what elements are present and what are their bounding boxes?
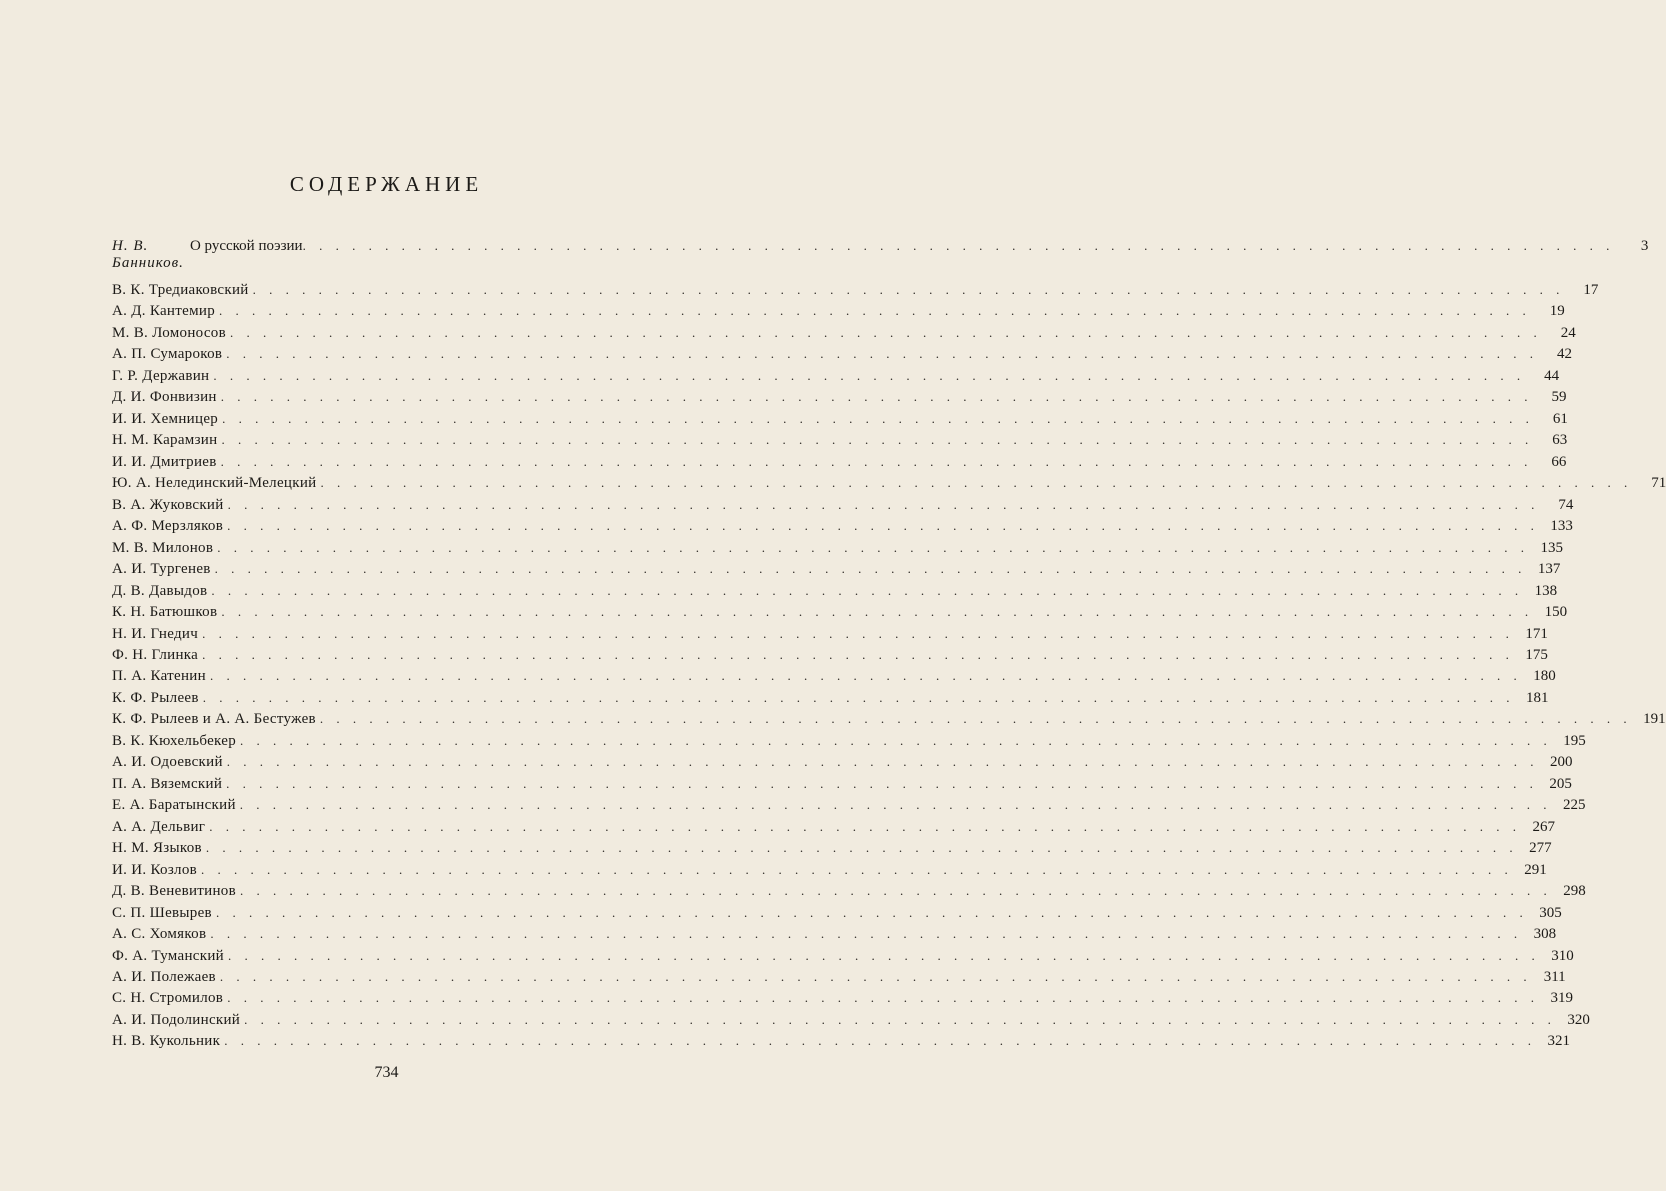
leader-dots: . . . . . . . . . . . . . . . . . . . . . . . . . . . . . . . . . . . . . . . . . . . . . . . . . . . . . . . . . . . . . . . . . . . . . . . . . . . . . . . .: [221, 604, 1534, 620]
toc-entry-page-number: 138: [1534, 582, 1558, 599]
toc-entry-page-number: 66: [1551, 453, 1567, 470]
table-of-contents: [112, 282, 1666, 1055]
toc-entry[interactable]: [112, 539, 1563, 561]
toc-entry[interactable]: [112, 604, 1568, 625]
toc-entry[interactable]: [112, 926, 1557, 947]
toc-entry-page-number: 200: [1550, 754, 1573, 771]
toc-entry-page-number: 205: [1549, 775, 1572, 792]
leader-dots: . . . . . . . . . . . . . . . . . . . . . . . . . . . . . . . . . . . . . . . . . . . . . . . . . . . . . . . . . . . . . . . . . . . . . . . . . . . . . . . .: [215, 904, 1528, 920]
toc-entry-page-number: 175: [1525, 646, 1548, 663]
leader-dots: . . . . . . . . . . . . . . . . . . . . . . . . . . . . . . . . . . . . . . . . . . . . . . . . . . . . . . . . . . . . . . . . . . . . . . . . . . . . . . . .: [220, 389, 1533, 405]
leader-dots: . . . . . . . . . . . . . . . . . . . . . . . . . . . . . . . . . . . . . . . . . . . . . . . . . . . . . . . . . . . . . . . . . . . . . . . . . . . . . . . .: [201, 861, 1513, 877]
toc-entry-author: А. И. Тургенев: [112, 561, 211, 578]
toc-entry[interactable]: [112, 1011, 1590, 1033]
toc-entry-page-number: 19: [1549, 303, 1565, 320]
toc-entry-author: А. Ф. Мерзляков: [112, 518, 224, 535]
toc-entry[interactable]: [112, 883, 1586, 904]
toc-entry-author: Н. М. Языков: [112, 840, 202, 857]
toc-entry-page-number: 150: [1544, 604, 1568, 621]
toc-entry-author: М. В. Ломоносов: [112, 324, 226, 341]
toc-entry-page-number: 277: [1529, 840, 1552, 857]
toc-entry[interactable]: [112, 969, 1566, 990]
intro-title: О русской поэзии: [189, 238, 303, 254]
leader-dots: . . . . . . . . . . . . . . . . . . . . . . . . . . . . . . . . . . . . . . . . . . . . . . . . . . . . . . . . . . . . . . . . . . . . . . . . . . . . . . . .: [227, 518, 1539, 534]
toc-entry-author: В. К. Тредиаковский: [112, 282, 249, 298]
leader-dots: . . . . . . . . . . . . . . . . . . . . . . . . . . . . . . . . . . . . . . . . . . . . . . . . . . . . . . . . . . . . . . . . . . . . . . . . . . . . . . . .: [240, 883, 1552, 899]
toc-entry-page-number: 59: [1551, 389, 1567, 406]
toc-entry[interactable]: [112, 432, 1568, 453]
toc-entry[interactable]: [112, 475, 1666, 496]
leader-dots: . . . . . . . . . . . . . . . . . . . . . . . . . . . . . . . . . . . . . . . . . . . . . . . . . . . . . . . . . . . . . . . . . . . . . . . . . . . . . . . .: [202, 646, 1514, 662]
toc-entry[interactable]: [112, 496, 1574, 518]
toc-entry-page-number: 310: [1551, 947, 1574, 964]
toc-entry-author: П. А. Вяземский: [112, 775, 223, 792]
toc-entry-author: Н. М. Карамзин: [112, 432, 218, 449]
toc-entry[interactable]: [112, 818, 1555, 840]
toc-entry-page-number: 319: [1550, 990, 1573, 1007]
toc-entry-author: С. Н. Стромилов: [112, 990, 224, 1007]
toc-entry-author: М. В. Милонов: [112, 539, 214, 556]
toc-entry[interactable]: [112, 732, 1586, 754]
toc-entry[interactable]: [112, 582, 1558, 604]
toc-entry-page-number: 320: [1567, 1011, 1590, 1028]
toc-entry-author: Ю. А. Нелединский-Мелецкий: [112, 475, 317, 492]
toc-entry-page-number: 308: [1533, 926, 1557, 943]
toc-entry[interactable]: [112, 775, 1572, 797]
toc-entry[interactable]: [112, 904, 1562, 926]
toc-entry-author: И. И. Козлов: [112, 861, 198, 878]
toc-entry-author: А. И. Подолинский: [112, 1011, 241, 1028]
toc-entry-page-number: 71: [1651, 475, 1666, 492]
toc-entry-page-number: 63: [1552, 432, 1568, 449]
leader-dots: . . . . . . . . . . . . . . . . . . . . . . . . . . . . . . . . . . . . . . . . . . . . . . . . . . . . . . . . . . . . . . . . . . . . . . . . . . . . . . . .: [320, 475, 1633, 491]
toc-entry[interactable]: [112, 861, 1547, 883]
toc-entry[interactable]: [112, 646, 1548, 668]
toc-entry-page-number: 291: [1524, 861, 1547, 878]
toc-entry-page-number: 321: [1547, 1033, 1570, 1050]
leader-dots: . . . . . . . . . . . . . . . . . . . . . . . . . . . . . . . . . . . . . . . . . . . . . . . . . . . . . . . . . . . . . . . . . . . . . . . . . . . . . . . .: [209, 668, 1522, 684]
toc-entry-author: А. С. Хомяков: [112, 926, 207, 943]
leader-dots: . . . . . . . . . . . . . . . . . . . . . . . . . . . . . . . . . . . . . . . . . . . . . . . . . . . . . . . . . . . . . . . . . . . . . . . . . . . . . . . .: [227, 947, 1540, 963]
leader-dots: . . . . . . . . . . . . . . . . . . . . . . . . . . . . . . . . . . . . . . . . . . . . . . . . . . . . . . . . . . . . . . . . . . . . . . . . . . . . . . . .: [202, 689, 1515, 705]
leader-dots: . . . . . . . . . . . . . . . . . . . . . . . . . . . . . . . . . . . . . . . . . . . . . . . . . . . . . . . . . . . . . . . . . . . . . . . . . . . . . . . .: [319, 711, 1632, 727]
toc-entry-author: А. П. Сумароков: [112, 346, 223, 363]
toc-entry-author: И. И. Хемницер: [112, 410, 219, 427]
toc-entry[interactable]: [112, 282, 1599, 303]
toc-entry[interactable]: [112, 754, 1573, 775]
toc-entry-page-number: 135: [1540, 539, 1563, 556]
toc-entry[interactable]: [112, 367, 1560, 389]
leader-dots: . . . . . . . . . . . . . . . . . . . . . . . . . . . . . . . . . . . . . . . . . . . . . . . . . . . . . . . . . . . . . . . . . . . . . . . . . . . . . . . .: [226, 754, 1539, 770]
leader-dots: . . . . . . . . . . . . . . . . . . . . . . . . . . . . . . . . . . . . . . . . . . . . . . . . . . . . . . . . . . . . . . . . . . . . . . . . . . . . . . . .: [213, 367, 1526, 383]
leader-dots: . . . . . . . . . . . . . . . . . . . . . . . . . . . . . . . . . . . . . . . . . . . . . . . . . . . . . . . . . . . . . . . . . . . . . . . . . . . . . . . .: [226, 775, 1538, 791]
toc-entry-author: А. И. Полежаев: [112, 969, 216, 985]
toc-entry[interactable]: [112, 840, 1552, 861]
leader-dots: . . . . . . . . . . . . . . . . . . . . . . . . . . . . . . . . . . . . . . . . . . . . . . . . . . . . . . . . . . . . . . . . . . . . . . . . . . . . . . . .: [302, 238, 1615, 253]
toc-entry-page-number: 137: [1537, 561, 1561, 578]
toc-entry-author: К. Ф. Рылеев: [112, 689, 199, 706]
toc-entry-page-number: 42: [1557, 346, 1573, 363]
toc-entry-author: К. Н. Батюшков: [112, 604, 218, 621]
toc-entry[interactable]: [112, 947, 1574, 969]
leader-dots: . . . . . . . . . . . . . . . . . . . . . . . . . . . . . . . . . . . . . . . . . . . . . . . . . . . . . . . . . . . . . . . . . . . . . . . . . . . . . . . .: [222, 410, 1534, 426]
toc-entry-author: П. А. Катенин: [112, 668, 206, 685]
toc-entry-page-number: 311: [1543, 969, 1566, 985]
toc-entry-author: С. П. Шевырев: [112, 904, 212, 921]
toc-entry-author: Ф. Н. Глинка: [112, 646, 199, 663]
toc-entry-page-number: 180: [1533, 668, 1556, 685]
toc-entry-page-number: 17: [1583, 282, 1599, 298]
toc-entry-author: И. И. Дмитриев: [112, 453, 217, 470]
toc-entry-page-number: 195: [1563, 732, 1586, 749]
leader-dots: . . . . . . . . . . . . . . . . . . . . . . . . . . . . . . . . . . . . . . . . . . . . . . . . . . . . . . . . . . . . . . . . . . . . . . . . . . . . . . . .: [227, 990, 1539, 1006]
leader-dots: . . . . . . . . . . . . . . . . . . . . . . . . . . . . . . . . . . . . . . . . . . . . . . . . . . . . . . . . . . . . . . . . . . . . . . . . . . . . . . . .: [210, 926, 1523, 942]
leader-dots: . . . . . . . . . . . . . . . . . . . . . . . . . . . . . . . . . . . . . . . . . . . . . . . . . . . . . . . . . . . . . . . . . . . . . . . . . . . . . . . .: [221, 432, 1534, 448]
leader-dots: . . . . . . . . . . . . . . . . . . . . . . . . . . . . . . . . . . . . . . . . . . . . . . . . . . . . . . . . . . . . . . . . . . . . . . . . . . . . . . . .: [202, 625, 1514, 641]
toc-entry-author: Е. А. Баратынский: [112, 797, 236, 814]
toc-entry[interactable]: [112, 324, 1576, 346]
leader-dots: . . . . . . . . . . . . . . . . . . . . . . . . . . . . . . . . . . . . . . . . . . . . . . . . . . . . . . . . . . . . . . . . . . . . . . . . . . . . . . . .: [239, 797, 1552, 813]
toc-entry-page-number: 191: [1643, 711, 1666, 728]
leader-dots: . . . . . . . . . . . . . . . . . . . . . . . . . . . . . . . . . . . . . . . . . . . . . . . . . . . . . . . . . . . . . . . . . . . . . . . . . . . . . . . .: [224, 1033, 1536, 1049]
toc-entry[interactable]: [112, 990, 1573, 1011]
toc-entry[interactable]: [112, 1033, 1570, 1054]
toc-entry-author: А. А. Дельвиг: [112, 818, 206, 835]
leader-dots: . . . . . . . . . . . . . . . . . . . . . . . . . . . . . . . . . . . . . . . . . . . . . . . . . . . . . . . . . . . . . . . . . . . . . . . . . . . . . . . .: [219, 969, 1532, 984]
toc-entry-author: Г. Р. Державин: [112, 367, 210, 384]
toc-entry[interactable]: [112, 689, 1549, 711]
toc-entry[interactable]: [112, 711, 1666, 732]
toc-entry-author: Д. В. Давыдов: [112, 582, 208, 599]
leader-dots: . . . . . . . . . . . . . . . . . . . . . . . . . . . . . . . . . . . . . . . . . . . . . . . . . . . . . . . . . . . . . . . . . . . . . . . . . . . . . . . .: [217, 539, 1529, 555]
toc-entry-author: А. Д. Кантемир: [112, 303, 215, 320]
intro-author: Н. В. Банников.: [112, 238, 184, 271]
leader-dots: . . . . . . . . . . . . . . . . . . . . . . . . . . . . . . . . . . . . . . . . . . . . . . . . . . . . . . . . . . . . . . . . . . . . . . . . . . . . . . . .: [244, 1011, 1556, 1027]
intro-page-number: 3: [1640, 238, 1649, 254]
page-number-footer: 734: [374, 1064, 399, 1081]
leader-dots: . . . . . . . . . . . . . . . . . . . . . . . . . . . . . . . . . . . . . . . . . . . . . . . . . . . . . . . . . . . . . . . . . . . . . . . . . . . . . . . .: [226, 346, 1539, 362]
toc-entry-page-number: 133: [1550, 518, 1573, 535]
toc-entry-page-number: 171: [1525, 625, 1548, 642]
toc-entry-author: Д. И. Фонвизин: [112, 389, 217, 406]
toc-entry-author: А. И. Одоевский: [112, 754, 223, 771]
toc-entry-author: В. А. Жуковский: [112, 496, 224, 513]
toc-entry-page-number: 181: [1526, 689, 1549, 706]
leader-dots: . . . . . . . . . . . . . . . . . . . . . . . . . . . . . . . . . . . . . . . . . . . . . . . . . . . . . . . . . . . . . . . . . . . . . . . . . . . . . . . .: [240, 732, 1552, 748]
toc-entry[interactable]: [112, 389, 1567, 410]
toc-entry-author: К. Ф. Рылеев и А. А. Бестужев: [112, 711, 316, 728]
leader-dots: . . . . . . . . . . . . . . . . . . . . . . . . . . . . . . . . . . . . . . . . . . . . . . . . . . . . . . . . . . . . . . . . . . . . . . . . . . . . . . . .: [211, 582, 1524, 598]
toc-entry[interactable]: [112, 410, 1568, 432]
toc-entry-page-number: 225: [1563, 797, 1586, 814]
toc-entry-page-number: 298: [1563, 883, 1586, 900]
toc-entry-page-number: 267: [1532, 818, 1555, 835]
toc-entry[interactable]: [112, 797, 1586, 818]
toc-entry-author: Н. В. Кукольник: [112, 1033, 221, 1050]
leader-dots: . . . . . . . . . . . . . . . . . . . . . . . . . . . . . . . . . . . . . . . . . . . . . . . . . . . . . . . . . . . . . . . . . . . . . . . . . . . . . . . .: [209, 818, 1521, 834]
leader-dots: . . . . . . . . . . . . . . . . . . . . . . . . . . . . . . . . . . . . . . . . . . . . . . . . . . . . . . . . . . . . . . . . . . . . . . . . . . . . . . . .: [220, 453, 1533, 469]
leader-dots: . . . . . . . . . . . . . . . . . . . . . . . . . . . . . . . . . . . . . . . . . . . . . . . . . . . . . . . . . . . . . . . . . . . . . . . . . . . . . . . .: [219, 303, 1531, 319]
toc-entry[interactable]: [112, 303, 1565, 324]
toc-entry-author: В. К. Кюхельбекер: [112, 732, 237, 749]
intro-entry[interactable]: [112, 238, 1649, 272]
leader-dots: . . . . . . . . . . . . . . . . . . . . . . . . . . . . . . . . . . . . . . . . . . . . . . . . . . . . . . . . . . . . . . . . . . . . . . . . . . . . . . . .: [252, 282, 1565, 297]
toc-entry[interactable]: [112, 518, 1573, 539]
toc-entry[interactable]: [112, 453, 1567, 475]
page-title: СОДЕРЖАНИЕ: [289, 172, 484, 196]
leader-dots: . . . . . . . . . . . . . . . . . . . . . . . . . . . . . . . . . . . . . . . . . . . . . . . . . . . . . . . . . . . . . . . . . . . . . . . . . . . . . . . .: [227, 496, 1540, 512]
toc-entry-page-number: 74: [1558, 496, 1574, 513]
toc-entry[interactable]: [112, 625, 1548, 647]
toc-entry-author: Д. В. Веневитинов: [112, 883, 236, 900]
toc-entry-page-number: 24: [1560, 324, 1576, 341]
toc-entry[interactable]: [112, 561, 1561, 582]
toc-entry-page-number: 44: [1544, 367, 1560, 384]
leader-dots: . . . . . . . . . . . . . . . . . . . . . . . . . . . . . . . . . . . . . . . . . . . . . . . . . . . . . . . . . . . . . . . . . . . . . . . . . . . . . . . .: [214, 561, 1527, 577]
toc-entry-author: Н. И. Гнедич: [112, 625, 199, 642]
toc-entry[interactable]: [112, 346, 1573, 367]
toc-entry-page-number: 305: [1539, 904, 1562, 921]
leader-dots: . . . . . . . . . . . . . . . . . . . . . . . . . . . . . . . . . . . . . . . . . . . . . . . . . . . . . . . . . . . . . . . . . . . . . . . . . . . . . . . .: [205, 840, 1518, 856]
toc-entry-page-number: 61: [1552, 410, 1568, 427]
toc-entry[interactable]: [112, 668, 1556, 689]
leader-dots: . . . . . . . . . . . . . . . . . . . . . . . . . . . . . . . . . . . . . . . . . . . . . . . . . . . . . . . . . . . . . . . . . . . . . . . . . . . . . . . .: [230, 324, 1542, 340]
toc-entry-author: Ф. А. Туманский: [112, 947, 224, 964]
